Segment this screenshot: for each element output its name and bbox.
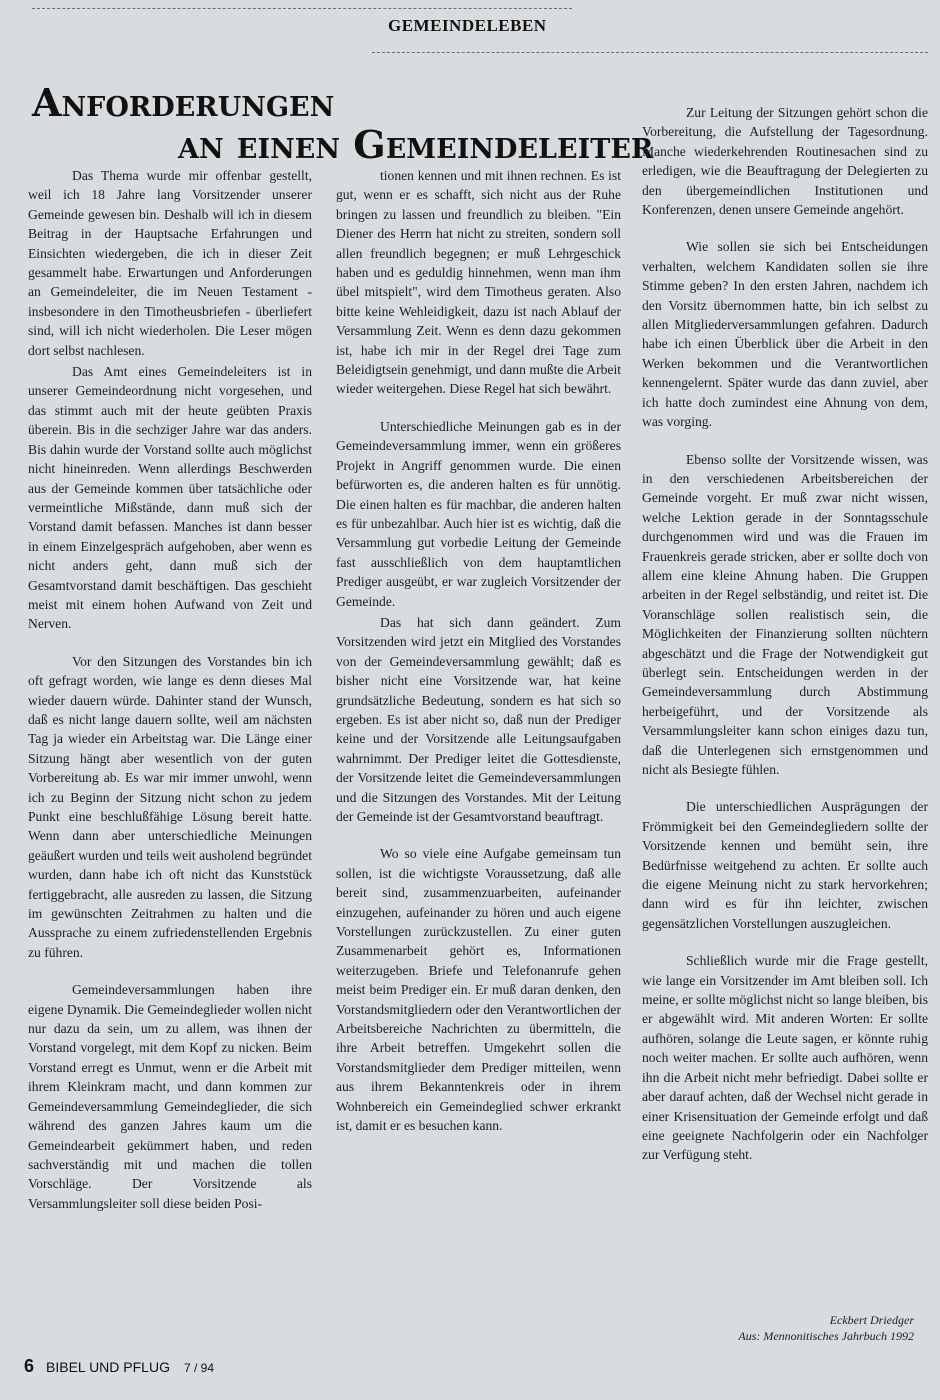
paragraph: Wie sollen sie sich bei Entscheidungen verhalten, welchem Kandidaten sollen sie ihre Stimme geben? In den ersten Jahren, nachdem ich den Vorsitz übernommen hatte, bin ich selbst zu allen Mitgliederversammlungen gefahren. Dadurch habe ich einen Überblick über die Arbeit in den Werken bekommen und die Verantwortlichen kennengelernt. Später wurde das dann zuviel, aber ich hatte doch zumindest eine Ahnung von dem, was vorging.: [642, 239, 928, 430]
issue-number: 7 / 94: [183, 1361, 215, 1375]
page-number: 6: [24, 1356, 35, 1376]
top-dashed-rule: [32, 8, 572, 9]
article-title-line1: Anforderungen: [32, 80, 335, 125]
paragraph: Schließlich wurde mir die Frage gestellt, wie lange ein Vorsitzender im Amt bleiben soll. Ich meine, er sollte möglichst nicht so lange bleiben, bis er abgewählt wird. Mit anderen Worten: Er sollte aufhören, solange die Leute sagen, er könnte ruhig noch weiter machen. Er sollte auch aufhören, wenn ihn die Arbeit nicht mehr befriedigt. Dabei sollte er aber darauf achten, daß der Wechsel nicht gerade in einer Krisensituation der Gemeinde erfolgt und daß eine geeignete Nachfolgerin oder ein Nachfolger zur Verfügung steht.: [642, 953, 928, 1163]
page-footer: [24, 1356, 214, 1377]
article-title-line2: an einen Gemeindeleiter: [178, 122, 654, 167]
paragraph: Ebenso sollte der Vorsitzende wissen, was in den verschiedenen Arbeitsbereichen der Gemeinde vorgeht. Er muß zwar nicht wissen, welche Lektion gerade in der Sonntagsschule durchgenommen wird und was die Frauen im Frauenkreis gerade stricken, aber er sollte doch von allem eine kleine Ahnung haben. Die Gruppen arbeiten in der Regel selbständig, und reitet ist. Die Voranschläge sollen realistisch sein, die Möglichkeiten der Finanzierung sollten nüchtern abgeschätzt und die Frage der Notwendigkeit gut überlegt sein. Entscheidungen werden in der Gemeindeversammlung durch Abstimmung herbeigeführt, und der Vorsitzende als Versammlungsleiter kann schon einiges dazu tun, daß die Unterlegenen sich ernstgenommen und nicht als Besiegte fühlen.: [642, 451, 928, 777]
section-dashed-rule: [372, 52, 928, 53]
article-signature: [692, 1312, 914, 1344]
paragraph: Unterschiedliche Meinungen gab es in der Gemeindeversammlung immer, wenn ein größeres Projekt in Angriff genommen wurde. Die einen befürworten es, die anderen halten es für unnötig. Die einen halten es für machbar, die anderen halten es für unbezahlbar. Auch hier ist es wichtig, daß die Versammlung gut vorbedie Leitung der Gemeinde fast ausschließlich von dem hauptamtlichen Prediger ausgeübt, er war zugleich Vorsitzender der Gemeinde.: [336, 418, 621, 609]
paragraph: Das Amt eines Gemeindeleiters ist in unserer Gemeindeordnung nicht vorgesehen, und das stimmt auch mit der heute geübten Praxis überein. Bis in die sechziger Jahre war das anders. Bis dahin wurde der Vorstand sollte auch möglichst nicht hineinreden. Wenn allerdings Beschwerden aus der Gemeinde kommen über tatsächliche oder vermeintliche Mißstände, dann muß sich der Vorstand damit befassen. Manches ist dann besser in einem Einzelgespräch aufgehoben, aber wenn es nicht anders geht, dann muß sich der Gesamtvorstand damit beschäftigen. Das geschieht meist mit einem hohen Aufwand von Zeit und Nerven.: [28, 364, 312, 632]
paragraph: Wo so viele eine Aufgabe gemeinsam tun sollen, ist die wichtigste Voraussetzung, daß alle bereit sind, zusammenzuarbeiten, aufeinander einzugehen, aufeinander zu hören und auch eigene Vorstellungen zurückzustellen. Zu einer guten Zusammenarbeit gehört es, Informationen weiterzugeben. Briefe und Telefonanrufe gehen meist beim Prediger ein. Er muß daran denken, den Vorstandsmitgliedern oder den Verantwortlichen der Arbeitsbereiche Nachrichten zu übermitteln, die ihre Arbeit betreffen. Umgekehrt sollen die Vorstandsmitglieder dem Prediger mitteilen, wenn aus ihrem Bekanntenkreis oder in ihrem Wohnbereich ein Gemeindeglied schwer erkrankt ist, damit er es besuchen kann.: [336, 846, 621, 1134]
paragraph: tionen kennen und mit ihnen rechnen. Es ist gut, wenn er es schafft, sich nicht aus der Ruhe bringen zu lassen und freundlich zu bleiben. "Ein Diener des Herrn hat nicht zu streiten, sondern soll allen freundlich begegnen; er muß Lehrgeschick haben und es geduldig hinnehmen, wenn man ihm übel mitspielt", wird dem Timotheus geraten. Also bitte keine Wehleidigkeit, dazu ist nach Ablauf der Versammlung Zeit. Wenn es denn dazu gekommen ist, habe ich mir in der Regel drei Tage zum Beleidigtsein genehmigt, und dann mußte die Arbeit wieder weitergehen. Diese Regel hat sich bewährt.: [336, 168, 621, 397]
paragraph: Vor den Sitzungen des Vorstandes bin ich oft gefragt worden, wie lange es denn dieses Mal wieder dauern würde. Dahinter stand der Wunsch, daß es nicht lange dauern sollte, weil am nächsten Tag ja wieder ein Arbeitstag war. Die Länge einer Sitzung hängt aber wesentlich von der guten Vorbereitung ab. Es war mir immer unwohl, wenn ich zu Beginn der Sitzung nicht schon zu jedem Punkt eine beschlußfähige Lösung bereit hatte. Wenn dann aber unterschiedliche Meinungen geäußert wurden und teils weit ausholend begründet wurden, dann habe ich oft nicht das Kunststück fertiggebracht, alle ausreden zu lassen, die Sitzung im gewünschten Zeitrahmen zu halten und die Aussprache zu einem zufriedenstellenden Ergebnis zu führen.: [28, 653, 312, 960]
text-column-2: [336, 166, 621, 1138]
paragraph: Das hat sich dann geändert. Zum Vorsitzenden wird jetzt ein Mitglied des Vorstandes von der Gemeindeversammlung gewählt; daß es bisher nicht eine Vorsitzende war, hat keine grundsätzliche Bedeutung, sondern es hat sich so ergeben. Es ist aber nicht so, daß nun der Prediger keine und der Vorsitzende alle Leitungsaufgaben wahrnimmt. Der Prediger leitet die Gottesdienste, der Vorsitzende leitet die Gemeindeversammlungen und die Sitzungen des Vorstandes. Mit der Leitung der Gemeinde ist der Gesamtvorstand beauftragt.: [336, 614, 621, 824]
text-column-3: [642, 103, 928, 1167]
magazine-name: BIBEL UND PFLUG: [46, 1359, 170, 1375]
section-label: GEMEINDELEBEN: [388, 16, 547, 35]
source-note: Aus: Mennonitisches Jahrbuch 1992: [738, 1329, 914, 1343]
author-name: Eckbert Driedger: [829, 1313, 914, 1327]
paragraph: Gemeindeversammlungen haben ihre eigene Dynamik. Die Gemeindeglieder wollen nicht nur dazu da sein, um zu allem, was ihnen der Vorstand vorgelegt, mit dem Kopf zu nicken. Beim Vorstand erregt es Unmut, wenn er die Arbeit mit ihrem Kleinkram macht, und dann kommen zur Gemeindeversammlung Gemeindeglieder, die sich während des ganzen Jahres kaum um die Gemeindearbeit gekümmert haben, und reden sachverständig mit und machen die tollen Vorschläge. Der Vorsitzende als Versammlungsleiter soll diese beiden Posi-: [28, 982, 312, 1211]
paragraph: Das Thema wurde mir offenbar gestellt, weil ich 18 Jahre lang Vorsitzender unserer Gemeinde gewesen bin. Deshalb will ich in diesem Beitrag in der Hauptsache Erfahrungen und Einsichten wiedergeben, die ich in dieser Zeit gesammelt habe. Erwartungen und Anforderungen an Gemeindeleiter, die im Neuen Testament - insbesondere in den Timotheusbriefen - überliefert sind, will ich nicht wiederholen. Die Leser mögen dort selbst nachlesen.: [28, 168, 312, 358]
text-column-1: [28, 166, 312, 1215]
paragraph: Die unterschiedlichen Ausprägungen der Frömmigkeit bei den Gemeindegliedern sollte der Vorsitzende kennen und bemüht sein, ihre Bedürfnisse weitgehend zu achten. Er sollte auch die eigene Meinung nicht zu stark hervorkehren; dann wird es für ihn leichter, zwischen gegensätzlichen Vorstellungen auszugleichen.: [642, 799, 928, 931]
paragraph: Zur Leitung der Sitzungen gehört schon die Vorbereitung, die Aufstellung der Tagesordnung. Manche wiederkehrenden Routinesachen sind zu erledigen, wie die Beauftragung der Delegierten zu den übergemeindlichen Institutionen und Konferenzen, denen unsere Gemeinde angehört.: [642, 105, 928, 218]
